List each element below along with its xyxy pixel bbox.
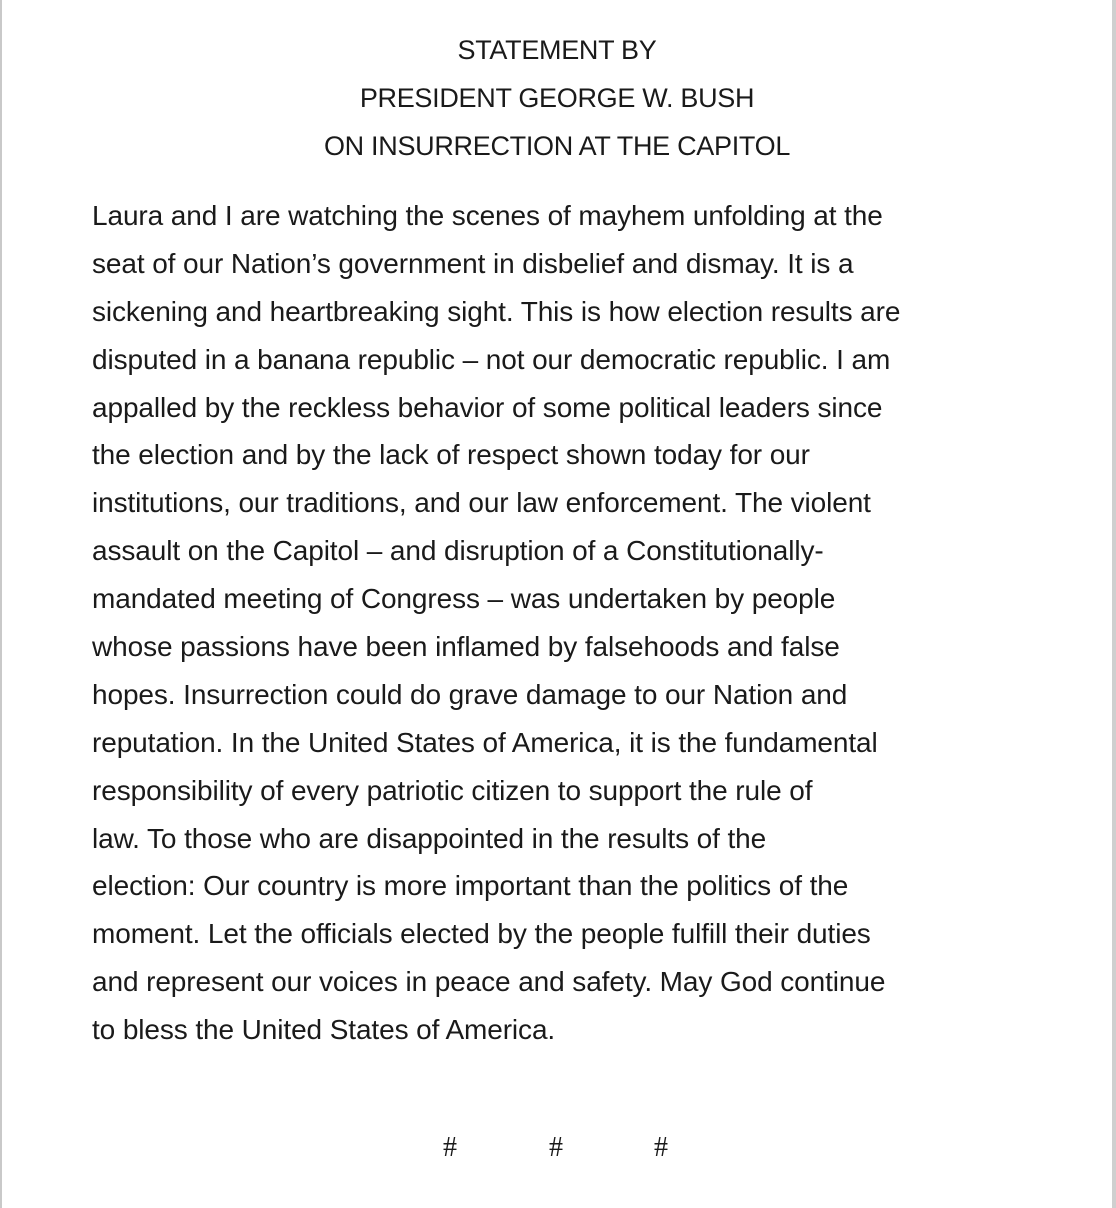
statement-body [92,192,1052,1054]
body-line: seat of our Nation’s government in disbelief and dismay. It is a [92,247,854,279]
body-line: sickening and heartbreaking sight. This is how election results are [92,295,901,327]
title-line: ON INSURRECTION AT THE CAPITOL [323,131,791,161]
body-line: disputed in a banana republic – not our democratic republic. I am [92,343,891,375]
body-line: and represent our voices in peace and safety. May God continue [92,966,886,998]
statement-title [2,29,1112,173]
body-line: moment. Let the officials elected by the people fulfill their duties [92,918,871,950]
body-line: the election and by the lack of respect shown today for our [92,439,810,471]
body-line: law. To those who are disappointed in the results of the [92,822,767,854]
end-mark: # [549,1132,563,1163]
body-line: election: Our country is more important than the politics of the [92,870,849,902]
end-mark: # [654,1132,668,1163]
body-line: assault on the Capitol – and disruption of a Constitutionally- [92,535,824,567]
body-line: hopes. Insurrection could do grave damage to our Nation and [92,678,848,710]
body-line: reputation. In the United States of America, it is the fundamental [92,726,878,758]
title-line: STATEMENT BY [457,35,657,65]
body-line: Laura and I are watching the scenes of mayhem unfolding at the [92,200,883,231]
body-line: mandated meeting of Congress – was undertaken by people [92,583,836,615]
body-line: appalled by the reckless behavior of some political leaders since [92,391,883,423]
body-line: institutions, our traditions, and our law enforcement. The violent [92,487,871,519]
body-line: to bless the United States of America. [92,1014,556,1046]
title-line: PRESIDENT GEORGE W. BUSH [359,83,755,113]
end-of-release-marks [2,1128,1112,1168]
body-line: whose passions have been inflamed by falsehoods and false [92,631,840,663]
end-mark: # [443,1132,457,1163]
body-line: responsibility of every patriotic citizen to support the rule of [92,774,813,806]
